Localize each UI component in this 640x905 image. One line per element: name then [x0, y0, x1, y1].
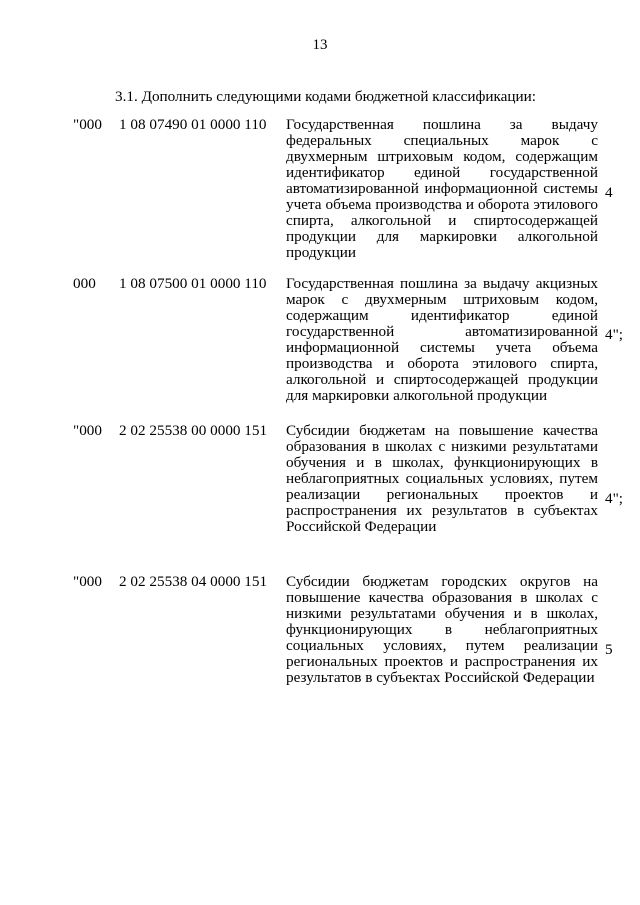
- row-prefix: "000: [73, 573, 102, 590]
- row-value: 5: [605, 641, 613, 658]
- budget-code: 2 02 25538 04 0000 151: [119, 573, 268, 590]
- code-description: Государственная пошлина за выдачу акцизных марок с двухмерным штриховым кодом, содержащим идентификатор единой государственной автоматизированной информационной системы учета объема производства и оборота этилового спирта, алкогольной и спиртосодержащей продукции для маркировки алкогольной продукции: [286, 275, 598, 404]
- budget-code: 1 08 07490 01 0000 110: [119, 116, 267, 133]
- budget-code: 2 02 25538 00 0000 151: [119, 422, 268, 439]
- row-prefix: 000: [73, 275, 96, 292]
- intro-paragraph: 3.1. Дополнить следующими кодами бюджетной классификации:: [115, 88, 537, 105]
- page-number: 13: [312, 37, 328, 53]
- row-value: 4";: [605, 490, 624, 507]
- code-description: Субсидии бюджетам городских округов на повышение качества образования в школах с низкими результатами обучения и в школах, функционирующих в неблагоприятных социальных условиях, путем реализации региональных проектов и распространения их результатов в субъектах Российской Федерации: [286, 573, 598, 686]
- code-description: Государственная пошлина за выдачу федеральных специальных марок с двухмерным штриховым кодом, содержащим идентификатор единой государственной автоматизированной информационной системы учета объема производства и оборота этилового спирта, алкогольной и спиртосодержащей продукции для маркировки алкогольной продукции: [286, 116, 598, 261]
- row-value: 4";: [605, 326, 624, 343]
- budget-code: 1 08 07500 01 0000 110: [119, 275, 267, 292]
- row-value: 4: [605, 184, 613, 201]
- row-prefix: "000: [73, 116, 102, 133]
- row-prefix: "000: [73, 422, 102, 439]
- code-description: Субсидии бюджетам на повышение качества образования в школах с низкими результатами обучения и в школах, функционирующих в неблагоприятных социальных условиях, путем реализации региональных проектов и распространения их результатов в субъектах Российской Федерации: [286, 422, 598, 535]
